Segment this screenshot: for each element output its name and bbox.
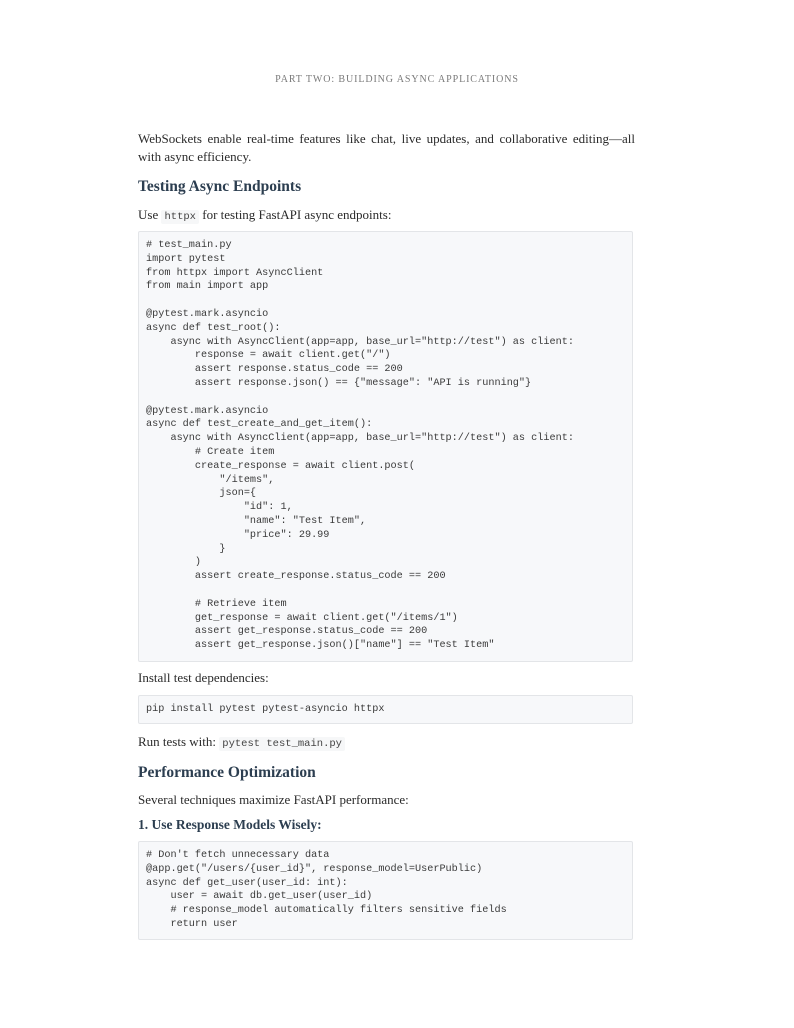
install-label: Install test dependencies: — [138, 670, 269, 685]
inline-code-httpx: httpx — [161, 210, 199, 224]
run-tests-paragraph — [138, 733, 345, 753]
testing-lead-suffix: for testing FastAPI async endpoints: — [202, 207, 392, 222]
run-tests-prefix: Run tests with: — [138, 734, 217, 749]
code-block-test-main: # test_main.py import pytest from httpx import AsyncClient from main import app @pytest.mark.asyncio async def test_root(): async with AsyncClient(app=app, base_url="http://test") as client: response = await client.get("/") assert response.status_code == 200 assert response.json() == {"message": "API is running"} @pytest.mark.asyncio async def test_create_and_get_item(): async with AsyncClient(app=app, base_url="http://test") as client: # Create item create_response = await client.post( "/items", json={ "id": 1, "name": "Test Item", "price": 29.99 } ) assert create_response.status_code == 200 # Retrieve item get_response = await client.get("/items/1") assert get_response.status_code == 200 assert get_response.json()["name"] == "Test Item" — [138, 231, 633, 662]
testing-lead-prefix: Use — [138, 207, 159, 222]
section-heading-testing: Testing Async Endpoints — [138, 178, 302, 195]
testing-lead-paragraph — [138, 206, 391, 226]
code-block-install: pip install pytest pytest-asyncio httpx — [138, 695, 633, 724]
inline-code-run: pytest test_main.py — [219, 737, 345, 751]
code-block-response-models: # Don't fetch unnecessary data @app.get("/users/{user_id}", response_model=UserPublic) async def get_user(user_id: int): user = await db.get_user(user_id) # response_model automatically filters sensitive fields return user — [138, 841, 633, 940]
intro-paragraph: WebSockets enable real-time features like chat, live updates, and collaborative editing—all with async efficiency. — [138, 131, 635, 164]
performance-lead-paragraph: Several techniques maximize FastAPI performance: — [138, 792, 409, 807]
subheading-response-models: 1. Use Response Models Wisely: — [138, 817, 322, 832]
section-heading-performance: Performance Optimization — [138, 764, 316, 781]
running-header: PART TWO: BUILDING ASYNC APPLICATIONS — [275, 74, 519, 85]
